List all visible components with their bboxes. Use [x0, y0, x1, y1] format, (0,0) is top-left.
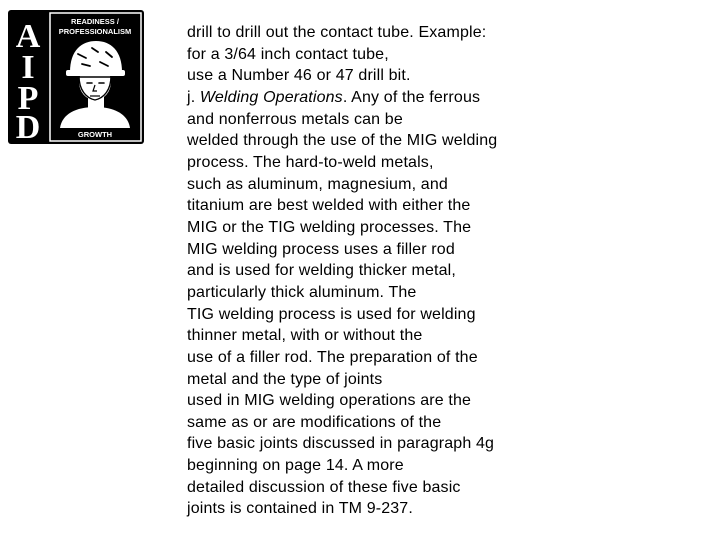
section-heading-rest: . Any of the ferrous — [342, 88, 481, 106]
text-line: use a Number 46 or 47 drill bit. — [187, 67, 411, 85]
soldier-helmet-icon — [60, 41, 130, 128]
section-label: j. — [187, 88, 200, 106]
aipd-logo-graphic — [8, 10, 144, 144]
logo-letter-i: I — [21, 49, 35, 86]
logo-motto-bottom-line-2: GROWTH — [77, 130, 113, 139]
logo-motto-top-line-1: READINESS / — [71, 17, 119, 26]
text-line: process. The hard-to-weld metals, — [187, 153, 434, 171]
logo-motto-bottom-line-1: THRU — [84, 121, 106, 130]
text-line: titanium are best welded with either the — [187, 197, 471, 215]
text-line: MIG or the TIG welding processes. The — [187, 218, 472, 236]
text-line: such as aluminum, magnesium, and — [187, 175, 448, 193]
logo-letter-p: P — [17, 80, 39, 117]
document-body-text — [187, 22, 687, 520]
text-line: detailed discussion of these five basic — [187, 478, 461, 496]
text-line: particularly thick aluminum. The — [187, 283, 417, 301]
text-line: and nonferrous metals can be — [187, 110, 403, 128]
section-heading-line — [187, 87, 687, 109]
text-line: welded through the use of the MIG welding — [187, 132, 498, 150]
logo-letter-a: A — [15, 18, 41, 55]
text-line: thinner metal, with or without the — [187, 327, 423, 345]
text-line: use of a filler rod. The preparation of the — [187, 348, 478, 366]
text-line: and is used for welding thicker metal, — [187, 262, 456, 280]
text-line: for a 3/64 inch contact tube, — [187, 45, 389, 63]
section-title: Welding Operations — [199, 88, 343, 106]
logo-letter-d: D — [15, 109, 41, 144]
text-line: drill to drill out the contact tube. Example: — [187, 24, 487, 41]
text-line: joints is contained in TM 9-237. — [187, 500, 413, 518]
aipd-logo — [8, 10, 144, 144]
text-line: beginning on page 14. A more — [187, 457, 404, 475]
text-line: used in MIG welding operations are the — [187, 392, 472, 410]
text-line: MIG welding process uses a filler rod — [187, 240, 455, 258]
text-line: five basic joints discussed in paragraph 4g — [187, 435, 495, 453]
text-line: TIG welding process is used for welding — [187, 305, 476, 323]
text-line: metal and the type of joints — [187, 370, 383, 388]
logo-motto-top-line-2: PROFESSIONALISM — [58, 27, 132, 36]
text-line: same as or are modifications of the — [187, 413, 442, 431]
